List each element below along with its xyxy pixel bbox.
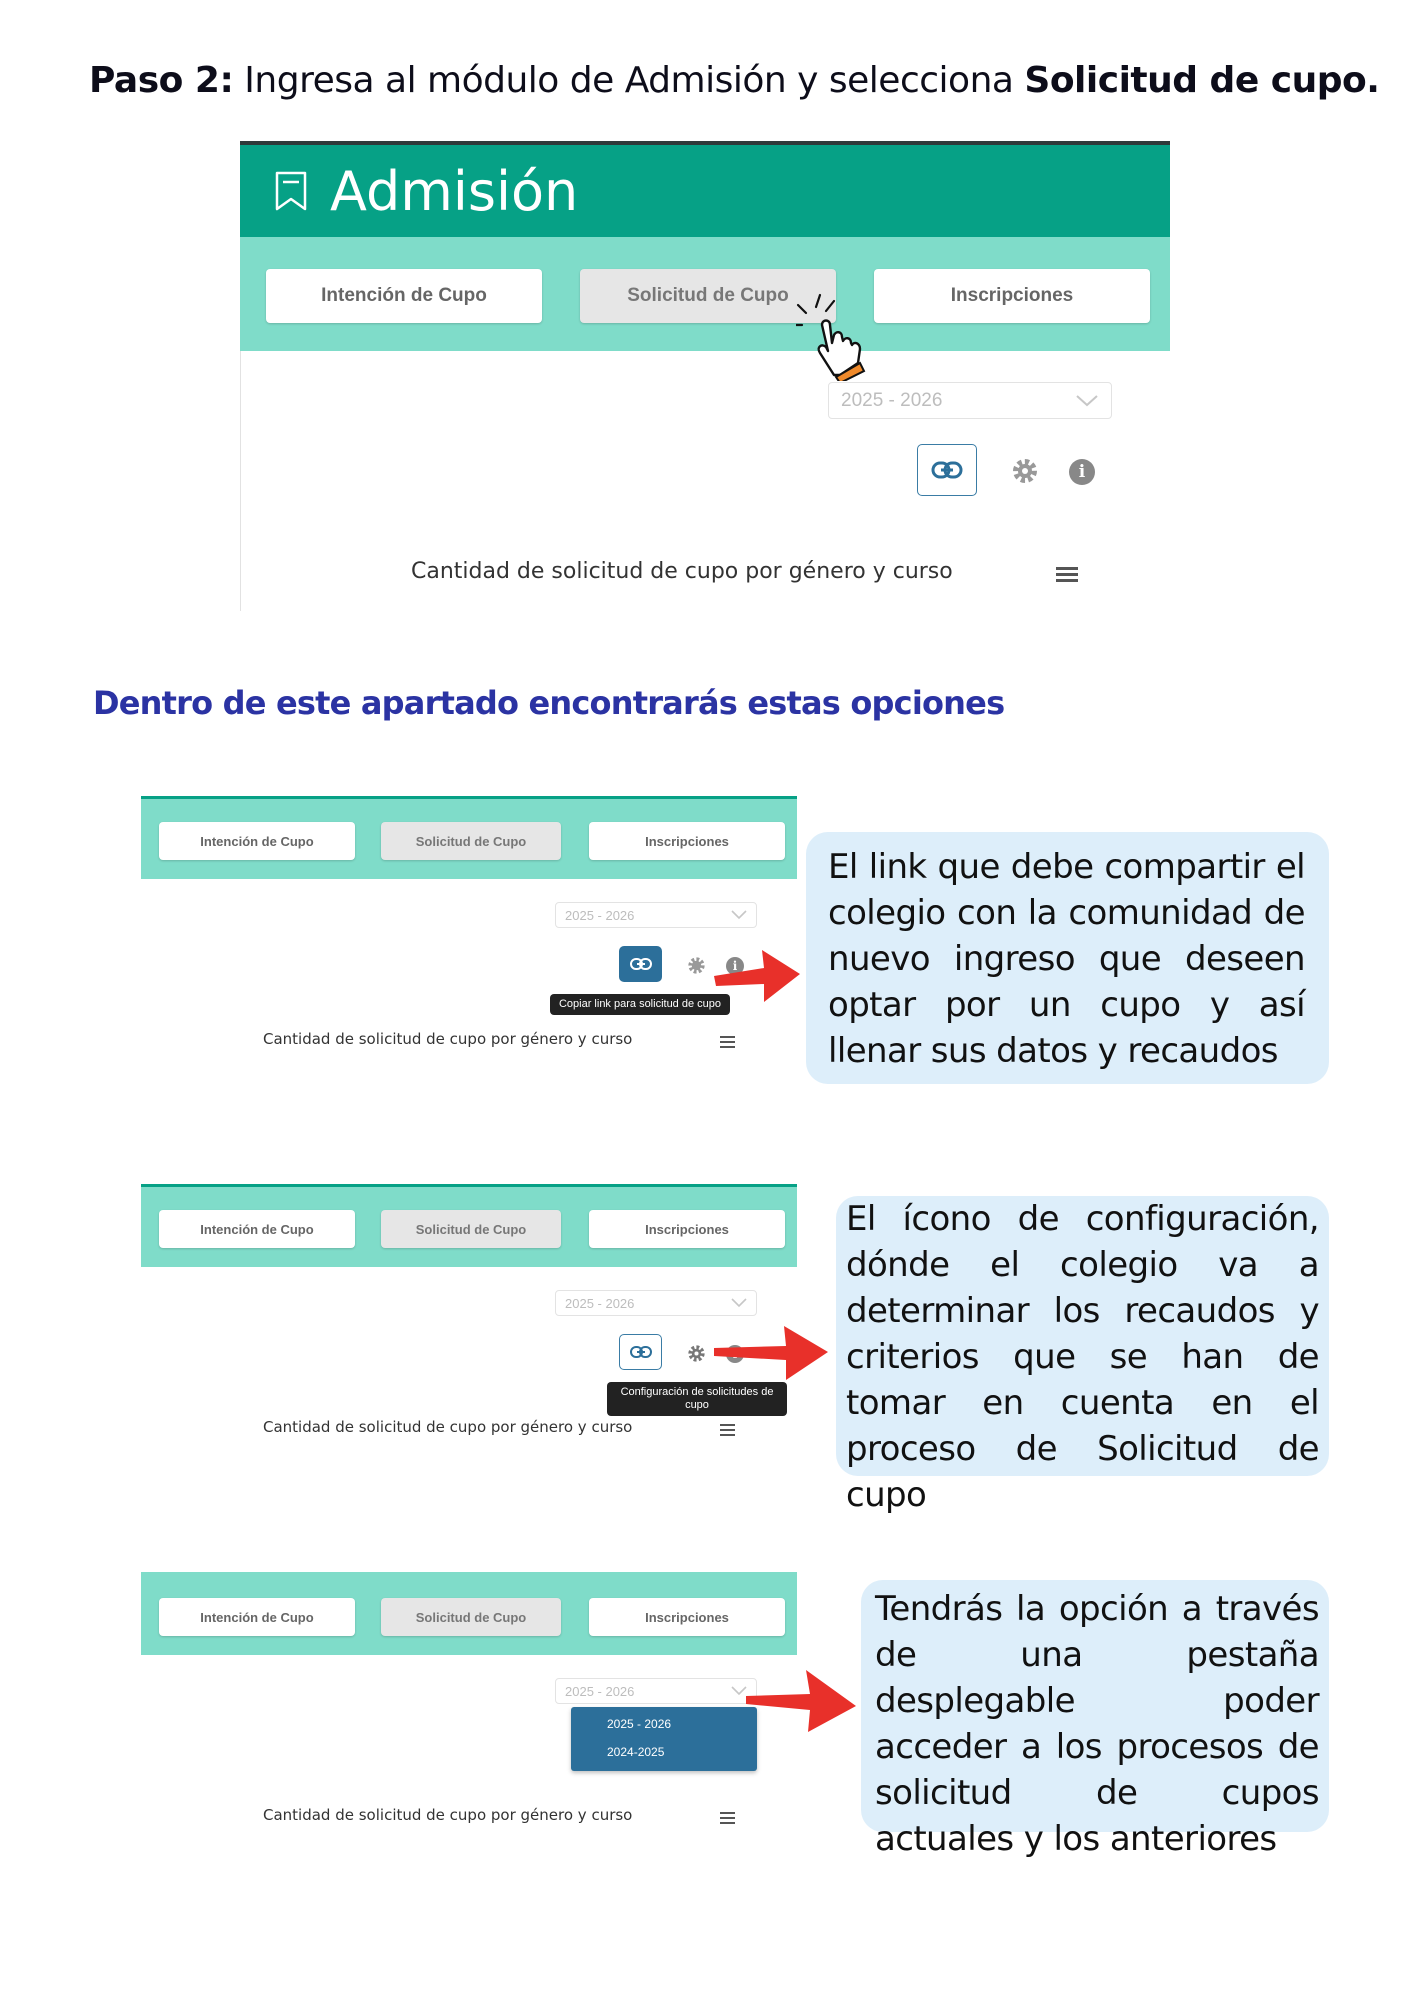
example-link-screenshot: [141, 796, 797, 1046]
example-settings-screenshot: [141, 1184, 797, 1434]
menu-icon[interactable]: [1056, 567, 1078, 585]
bookmark-icon: [274, 171, 308, 211]
content-border: [240, 351, 241, 611]
chart-caption: Cantidad de solicitud de cupo por género y curso: [263, 1030, 633, 1048]
step-text: Ingresa al módulo de Admisión y selecciona: [233, 60, 1025, 101]
step-prefix: Paso 2:: [89, 60, 234, 101]
tab-intencion-de-cupo[interactable]: Intención de Cupo: [266, 269, 542, 323]
tab-bar: [141, 1187, 797, 1267]
year-dropdown: [571, 1707, 757, 1771]
tab-inscripciones[interactable]: Inscripciones: [589, 1598, 785, 1636]
copy-link-button[interactable]: [917, 444, 977, 496]
info-icon[interactable]: i: [1068, 458, 1096, 486]
menu-icon[interactable]: [720, 1036, 735, 1051]
tab-inscripciones[interactable]: Inscripciones: [589, 822, 785, 860]
info-icon[interactable]: i: [725, 956, 745, 976]
page-title: Admisión: [330, 159, 579, 223]
admission-header: [240, 145, 1170, 237]
step-bold-end: Solicitud de cupo.: [1024, 60, 1380, 101]
link-icon: [630, 957, 652, 971]
copy-link-button[interactable]: [619, 946, 662, 982]
arrow-right-icon: [712, 1316, 830, 1386]
chart-caption: Cantidad de solicitud de cupo por género y curso: [263, 1806, 633, 1824]
year-select-value: 2025 - 2026: [565, 907, 635, 923]
settings-tooltip: Configuración de solicitudes de cupo: [607, 1382, 787, 1416]
dropdown-option-current[interactable]: 2025 - 2026: [607, 1717, 672, 1731]
callout-settings: El ícono de configuración, dónde el colegio va a determinar los recaudos y criterios que se han de tomar en cuenta en el proceso de Solicitud de cupo: [836, 1196, 1329, 1476]
tab-intencion-de-cupo[interactable]: Intención de Cupo: [159, 822, 355, 860]
chart-caption: Cantidad de solicitud de cupo por género y curso: [263, 1418, 633, 1436]
year-select-value: 2025 - 2026: [565, 1295, 635, 1311]
year-select[interactable]: [555, 902, 757, 928]
menu-icon[interactable]: [720, 1424, 735, 1439]
year-select[interactable]: [828, 382, 1112, 419]
tab-solicitud-de-cupo[interactable]: Solicitud de Cupo: [580, 269, 836, 323]
tab-solicitud-de-cupo[interactable]: Solicitud de Cupo: [381, 822, 561, 860]
chart-caption: Cantidad de solicitud de cupo por género y curso: [411, 559, 953, 584]
tab-inscripciones[interactable]: Inscripciones: [874, 269, 1150, 323]
tab-bar: [141, 799, 797, 879]
link-icon: [931, 460, 963, 480]
chevron-down-icon: [1075, 394, 1099, 408]
chevron-down-icon: [731, 910, 747, 920]
tab-solicitud-de-cupo[interactable]: Solicitud de Cupo: [381, 1598, 561, 1636]
tab-bar: [141, 1575, 797, 1655]
menu-icon[interactable]: [720, 1812, 735, 1827]
step-heading: [89, 60, 1379, 101]
year-select-value: 2025 - 2026: [565, 1683, 635, 1699]
year-select[interactable]: [555, 1290, 757, 1316]
admission-screenshot: [240, 141, 1170, 611]
tab-intencion-de-cupo[interactable]: Intención de Cupo: [159, 1210, 355, 1248]
section-heading: Dentro de este apartado encontrarás estas opciones: [93, 684, 1005, 722]
year-select-value: 2025 - 2026: [841, 389, 943, 411]
callout-dropdown: Tendrás la opción a través de una pestaña desplegable poder acceder a los procesos de solicitud de cupos actuales y los anteriores: [861, 1580, 1329, 1832]
dropdown-option-previous[interactable]: 2024-2025: [607, 1745, 665, 1759]
gear-icon[interactable]: [1010, 456, 1040, 486]
link-icon: [630, 1345, 652, 1359]
gear-icon[interactable]: [686, 1343, 706, 1363]
arrow-right-icon: [712, 940, 802, 1010]
tab-bar: [240, 237, 1170, 351]
hand-pointer-icon: [796, 291, 886, 381]
tab-inscripciones[interactable]: Inscripciones: [589, 1210, 785, 1248]
gear-icon[interactable]: [686, 955, 706, 975]
tab-intencion-de-cupo[interactable]: Intención de Cupo: [159, 1598, 355, 1636]
example-dropdown-screenshot: [141, 1572, 797, 1822]
copy-link-tooltip: Copiar link para solicitud de cupo: [550, 994, 730, 1015]
arrow-right-icon: [744, 1666, 858, 1734]
callout-link: El link que debe compartir el colegio con la comunidad de nuevo ingreso que deseen optar por un cupo y así llenar sus datos y recaudos: [806, 832, 1329, 1084]
tab-solicitud-de-cupo[interactable]: Solicitud de Cupo: [381, 1210, 561, 1248]
year-select[interactable]: [555, 1678, 757, 1704]
copy-link-button[interactable]: [619, 1334, 662, 1370]
chevron-down-icon: [731, 1298, 747, 1308]
